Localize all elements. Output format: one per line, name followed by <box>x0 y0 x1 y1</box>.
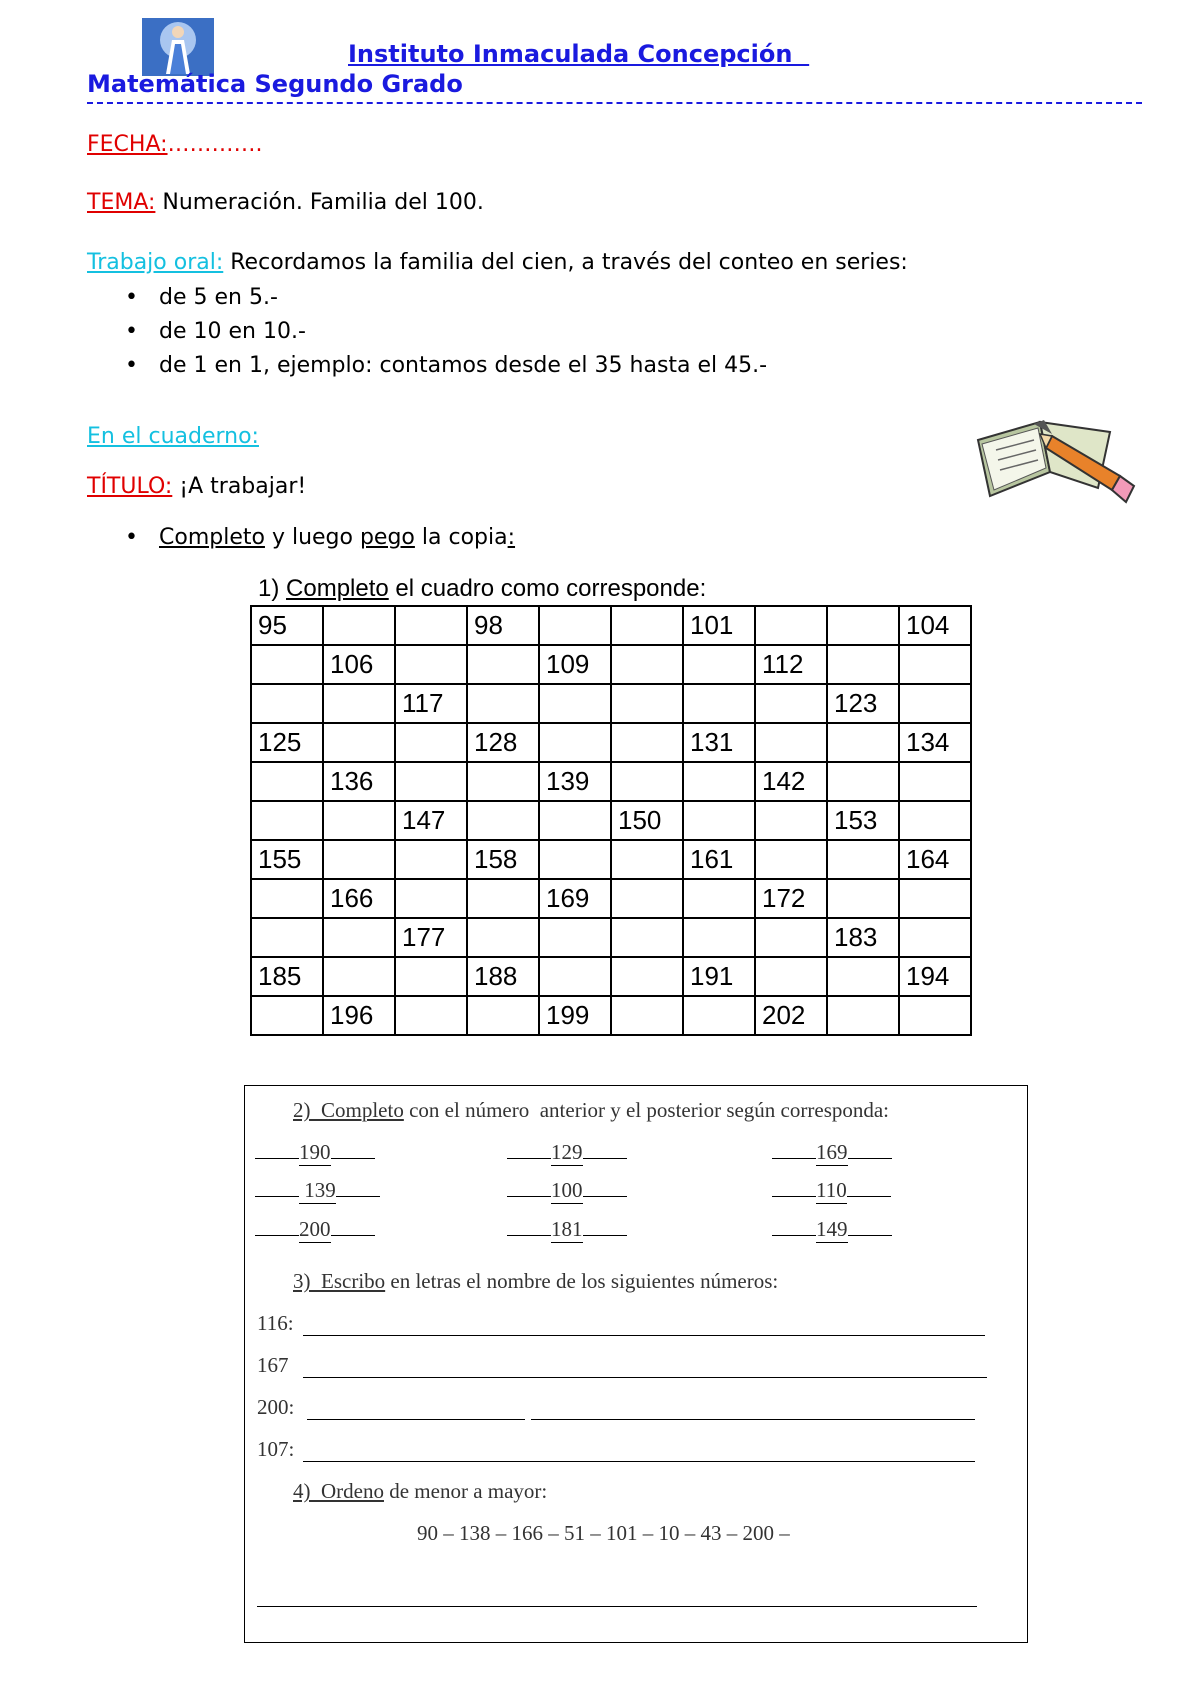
grid-cell: 196 <box>323 996 395 1035</box>
grid-cell[interactable] <box>611 840 683 879</box>
grid-cell: 98 <box>467 606 539 645</box>
q1-title <box>258 575 706 603</box>
grid-cell[interactable] <box>539 723 611 762</box>
given-number: 139 <box>299 1178 336 1202</box>
q4-text: de menor a mayor: <box>383 1479 548 1503</box>
grid-cell[interactable] <box>467 996 539 1035</box>
grid-cell[interactable] <box>827 996 899 1035</box>
grid-cell: 194 <box>899 957 971 996</box>
grid-cell[interactable] <box>611 723 683 762</box>
grid-cell[interactable] <box>611 879 683 918</box>
q3-verb: Escribo <box>321 1269 386 1293</box>
instruction-word: Completo <box>159 525 265 550</box>
q3-number: 3) <box>293 1269 321 1293</box>
grid-cell[interactable] <box>467 918 539 957</box>
grid-cell[interactable] <box>539 957 611 996</box>
q3-label: 107: <box>257 1437 295 1461</box>
q4-title <box>293 1479 547 1504</box>
grid-cell: 123 <box>827 684 899 723</box>
grid-cell: 147 <box>395 801 467 840</box>
grid-cell: 166 <box>323 879 395 918</box>
cuaderno-line <box>87 424 259 449</box>
grid-row <box>251 801 971 840</box>
grid-row <box>251 645 971 684</box>
fecha-line <box>87 132 263 157</box>
grid-cell[interactable] <box>467 645 539 684</box>
grid-cell[interactable] <box>611 684 683 723</box>
grid-cell[interactable] <box>539 684 611 723</box>
given-number: 129 <box>551 1140 583 1164</box>
grid-cell[interactable] <box>251 645 323 684</box>
grid-cell[interactable] <box>827 723 899 762</box>
instruction-word: pego <box>359 525 415 550</box>
exercise-box <box>244 1085 1028 1643</box>
grid-cell[interactable] <box>755 723 827 762</box>
grid-cell: 104 <box>899 606 971 645</box>
q1-text: el cuadro como corresponde: <box>388 575 707 602</box>
grid-cell[interactable] <box>251 879 323 918</box>
grid-row <box>251 918 971 957</box>
grid-cell: 134 <box>899 723 971 762</box>
grid-cell[interactable] <box>755 606 827 645</box>
predecessor-successor-item <box>507 1178 627 1204</box>
answer-blank[interactable] <box>848 1158 892 1159</box>
answer-blank[interactable] <box>507 1196 551 1197</box>
answer-blank[interactable] <box>331 1158 375 1159</box>
answer-blank[interactable] <box>507 1235 551 1236</box>
grid-cell: 142 <box>755 762 827 801</box>
q3-label: 116: <box>257 1311 294 1335</box>
grid-cell[interactable] <box>611 645 683 684</box>
grid-cell: 117 <box>395 684 467 723</box>
grid-cell[interactable] <box>611 918 683 957</box>
grid-cell[interactable] <box>683 645 755 684</box>
grid-cell[interactable] <box>323 801 395 840</box>
given-number: 190 <box>299 1140 331 1164</box>
grid-cell[interactable] <box>467 879 539 918</box>
predecessor-successor-item <box>255 1140 375 1166</box>
grid-row <box>251 879 971 918</box>
grid-cell: 101 <box>683 606 755 645</box>
grid-cell[interactable] <box>323 723 395 762</box>
grid-row <box>251 840 971 879</box>
answer-line[interactable] <box>303 1335 985 1336</box>
list-item: • de 10 en 10.- <box>125 319 767 353</box>
given-number: 100 <box>551 1178 583 1202</box>
grid-cell: 188 <box>467 957 539 996</box>
predecessor-successor-item <box>255 1217 375 1243</box>
answer-blank[interactable] <box>772 1235 816 1236</box>
grid-cell[interactable] <box>323 918 395 957</box>
grid-cell[interactable] <box>611 762 683 801</box>
virgin-mary-logo <box>142 18 214 76</box>
grid-cell: 172 <box>755 879 827 918</box>
titulo-line <box>87 474 306 499</box>
q3-title <box>293 1269 778 1294</box>
grid-cell[interactable] <box>539 840 611 879</box>
given-number: 181 <box>551 1217 583 1241</box>
header-divider <box>87 102 1142 104</box>
oral-series-list <box>125 285 767 387</box>
answer-line[interactable] <box>303 1377 987 1378</box>
answer-blank[interactable] <box>772 1196 816 1197</box>
grid-cell[interactable] <box>755 918 827 957</box>
grid-cell[interactable] <box>395 840 467 879</box>
grid-cell[interactable] <box>611 957 683 996</box>
grid-cell: 131 <box>683 723 755 762</box>
grid-cell[interactable] <box>899 762 971 801</box>
grid-cell[interactable] <box>539 606 611 645</box>
grid-cell[interactable] <box>899 684 971 723</box>
grid-cell[interactable] <box>611 996 683 1035</box>
titulo-label: TÍTULO: <box>87 474 173 499</box>
grid-cell: 106 <box>323 645 395 684</box>
answer-blank[interactable] <box>583 1196 627 1197</box>
grid-cell: 177 <box>395 918 467 957</box>
grid-cell[interactable] <box>395 723 467 762</box>
predecessor-successor-item <box>772 1217 892 1243</box>
grid-cell[interactable] <box>899 996 971 1035</box>
grid-row <box>251 996 971 1035</box>
answer-blank[interactable] <box>507 1158 551 1159</box>
given-number: 110 <box>816 1178 847 1202</box>
fecha-value: …………. <box>167 132 263 157</box>
tema-line <box>87 190 484 215</box>
grid-cell: 191 <box>683 957 755 996</box>
grid-cell[interactable] <box>755 957 827 996</box>
answer-blank[interactable] <box>583 1235 627 1236</box>
grid-cell[interactable] <box>323 684 395 723</box>
q2-number: 2) <box>293 1098 321 1122</box>
q2-title <box>293 1098 889 1123</box>
answer-blank[interactable] <box>772 1158 816 1159</box>
q4-verb: Ordeno <box>321 1479 384 1503</box>
grid-cell[interactable] <box>323 957 395 996</box>
school-name: Instituto Inmaculada Concepción <box>348 40 810 68</box>
grid-cell[interactable] <box>467 801 539 840</box>
given-number: 149 <box>816 1217 848 1241</box>
grid-cell: 128 <box>467 723 539 762</box>
grid-cell: 109 <box>539 645 611 684</box>
predecessor-successor-item <box>507 1140 627 1166</box>
grid-cell[interactable] <box>251 918 323 957</box>
answer-blank[interactable] <box>331 1235 375 1236</box>
titulo-value: ¡A trabajar! <box>172 474 307 499</box>
q1-verb: Completo <box>286 575 389 602</box>
oral-label: Trabajo oral: <box>87 250 224 275</box>
grid-cell: 169 <box>539 879 611 918</box>
predecessor-successor-item <box>507 1217 627 1243</box>
grid-cell[interactable] <box>611 606 683 645</box>
q4-sequence: 90 – 138 – 166 – 51 – 101 – 10 – 43 – 200 – <box>417 1521 790 1545</box>
grid-cell[interactable] <box>539 801 611 840</box>
answer-line[interactable] <box>303 1461 975 1462</box>
list-item: • de 1 en 1, ejemplo: contamos desde el 35 hasta el 45.- <box>125 353 767 387</box>
grid-cell[interactable] <box>827 840 899 879</box>
fecha-label: FECHA: <box>87 132 168 157</box>
grid-cell[interactable] <box>251 684 323 723</box>
q4-number: 4) <box>293 1479 321 1503</box>
grid-cell[interactable] <box>395 957 467 996</box>
grid-cell[interactable] <box>755 801 827 840</box>
oral-value: Recordamos la familia del cien, a través del conteo en series: <box>223 250 908 275</box>
grid-cell[interactable] <box>827 957 899 996</box>
predecessor-successor-item <box>772 1178 891 1204</box>
grid-cell[interactable] <box>683 801 755 840</box>
grid-row <box>251 957 971 996</box>
tema-label: TEMA: <box>87 190 156 215</box>
grid-cell: 155 <box>251 840 323 879</box>
grid-cell[interactable] <box>251 996 323 1035</box>
grid-cell[interactable] <box>323 840 395 879</box>
grid-cell: 95 <box>251 606 323 645</box>
given-number: 169 <box>816 1140 848 1164</box>
grid-cell[interactable] <box>395 996 467 1035</box>
grid-cell: 158 <box>467 840 539 879</box>
q3-label: 167 <box>257 1353 289 1377</box>
answer-blank[interactable] <box>255 1235 299 1236</box>
answer-blank[interactable] <box>255 1158 299 1159</box>
grid-row <box>251 723 971 762</box>
grid-cell[interactable] <box>755 840 827 879</box>
grid-cell[interactable] <box>899 918 971 957</box>
grid-cell[interactable] <box>899 645 971 684</box>
grid-cell: 161 <box>683 840 755 879</box>
grid-cell: 199 <box>539 996 611 1035</box>
grid-cell: 112 <box>755 645 827 684</box>
grid-cell[interactable] <box>827 645 899 684</box>
grid-cell: 125 <box>251 723 323 762</box>
number-grid <box>250 605 972 1036</box>
grid-cell: 185 <box>251 957 323 996</box>
grid-cell[interactable] <box>251 801 323 840</box>
grid-cell: 136 <box>323 762 395 801</box>
grid-cell[interactable] <box>467 684 539 723</box>
q2-text: con el número anterior y el posterior según corresponda: <box>403 1098 890 1122</box>
subject-title: Matemática Segundo Grado <box>87 70 463 98</box>
grid-cell[interactable] <box>683 762 755 801</box>
grid-cell[interactable] <box>827 762 899 801</box>
grid-cell[interactable] <box>395 645 467 684</box>
predecessor-successor-item <box>255 1178 380 1204</box>
grid-cell[interactable] <box>899 801 971 840</box>
q3-text: en letras el nombre de los siguientes números: <box>385 1269 779 1293</box>
cuaderno-label: En el cuaderno: <box>87 424 259 449</box>
grid-cell: 183 <box>827 918 899 957</box>
grid-cell[interactable] <box>899 879 971 918</box>
oral-line <box>87 250 908 275</box>
grid-cell[interactable] <box>323 606 395 645</box>
grid-cell[interactable] <box>683 684 755 723</box>
answer-line[interactable] <box>531 1419 975 1420</box>
answer-line[interactable] <box>307 1419 525 1420</box>
grid-cell[interactable] <box>395 606 467 645</box>
instruction-word: : <box>507 525 516 550</box>
answer-blank[interactable] <box>336 1196 380 1197</box>
grid-cell[interactable] <box>755 684 827 723</box>
grid-cell: 139 <box>539 762 611 801</box>
instruction-word: la copia <box>414 525 508 550</box>
grid-row <box>251 606 971 645</box>
tema-value: Numeración. Familia del 100. <box>155 190 484 215</box>
answer-line[interactable] <box>257 1606 977 1607</box>
grid-row <box>251 684 971 723</box>
answer-blank[interactable] <box>848 1235 892 1236</box>
grid-cell: 153 <box>827 801 899 840</box>
q2-verb: Completo <box>321 1098 404 1122</box>
predecessor-successor-item <box>772 1140 892 1166</box>
q1-number: 1) <box>258 575 287 602</box>
grid-cell[interactable] <box>683 918 755 957</box>
instruction-word: y luego <box>264 525 360 550</box>
grid-cell[interactable] <box>395 879 467 918</box>
given-number: 200 <box>299 1217 331 1241</box>
grid-cell[interactable] <box>251 762 323 801</box>
answer-blank[interactable] <box>583 1158 627 1159</box>
grid-cell[interactable] <box>683 879 755 918</box>
grid-cell: 150 <box>611 801 683 840</box>
instruction-line <box>125 525 515 550</box>
grid-cell[interactable] <box>827 606 899 645</box>
grid-cell[interactable] <box>467 762 539 801</box>
grid-cell: 202 <box>755 996 827 1035</box>
grid-cell[interactable] <box>539 918 611 957</box>
q3-label: 200: <box>257 1395 295 1419</box>
answer-blank[interactable] <box>255 1196 299 1197</box>
list-item: • de 5 en 5.- <box>125 285 767 319</box>
grid-cell[interactable] <box>827 879 899 918</box>
answer-blank[interactable] <box>847 1196 891 1197</box>
grid-row <box>251 762 971 801</box>
grid-cell[interactable] <box>683 996 755 1035</box>
grid-cell[interactable] <box>395 762 467 801</box>
grid-cell: 164 <box>899 840 971 879</box>
notebook-pencil-illustration <box>970 410 1140 510</box>
